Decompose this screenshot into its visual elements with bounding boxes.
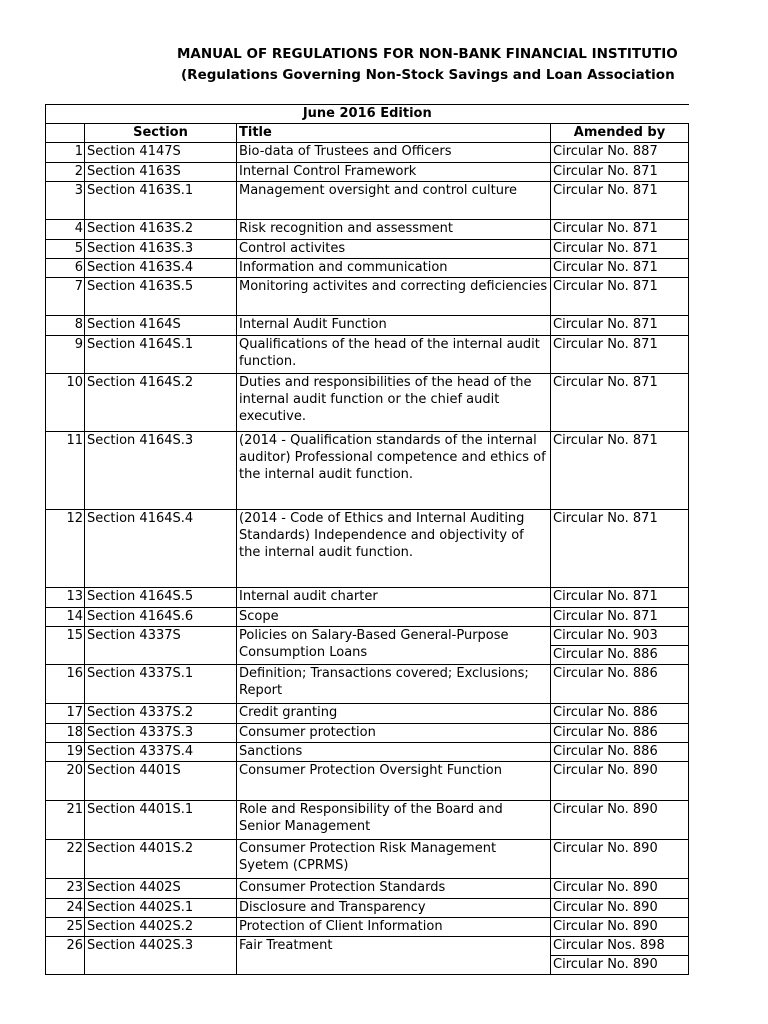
amended-by-cell: Circular No. 890 bbox=[551, 879, 689, 899]
title-cell: Fair Treatment bbox=[237, 937, 551, 975]
table-row bbox=[46, 937, 689, 956]
table-row bbox=[46, 432, 689, 510]
amended-by-cell: Circular No. 871 bbox=[551, 240, 689, 259]
title-cell: Role and Responsibility of the Board and Senior Management bbox=[237, 801, 551, 840]
amended-by-cell: Circular No. 886 bbox=[551, 646, 689, 665]
amended-by-cell: Circular No. 871 bbox=[551, 588, 689, 608]
section-cell: Section 4402S.1 bbox=[85, 899, 237, 918]
title-cell: Consumer Protection Risk Management Syetem (CPRMS) bbox=[237, 840, 551, 879]
section-cell: Section 4147S bbox=[85, 143, 237, 163]
section-cell: Section 4164S.1 bbox=[85, 336, 237, 374]
row-number: 6 bbox=[46, 259, 85, 278]
section-cell: Section 4402S bbox=[85, 879, 237, 899]
title-cell: Duties and responsibilities of the head of the internal audit function or the chief audit executive. bbox=[237, 374, 551, 432]
row-number: 15 bbox=[46, 627, 85, 665]
table-row bbox=[46, 510, 689, 588]
table-row bbox=[46, 259, 689, 278]
row-number: 26 bbox=[46, 937, 85, 975]
table-row bbox=[46, 743, 689, 762]
table-row bbox=[46, 374, 689, 432]
edition-label: June 2016 Edition bbox=[46, 105, 689, 124]
section-cell: Section 4401S.2 bbox=[85, 840, 237, 879]
amended-by-cell: Circular No. 871 bbox=[551, 278, 689, 316]
section-cell: Section 4164S.6 bbox=[85, 608, 237, 627]
title-line-1: MANUAL OF REGULATIONS FOR NON-BANK FINANCIAL INSTITUTIO bbox=[177, 46, 678, 62]
row-number: 21 bbox=[46, 801, 85, 840]
header-row bbox=[46, 124, 689, 143]
amended-by-cell: Circular No. 890 bbox=[551, 762, 689, 801]
section-cell: Section 4163S.2 bbox=[85, 220, 237, 240]
table-row bbox=[46, 724, 689, 743]
amended-by-cell: Circular No. 886 bbox=[551, 704, 689, 724]
amended-by-cell: Circular No. 871 bbox=[551, 336, 689, 374]
section-cell: Section 4402S.3 bbox=[85, 937, 237, 975]
title-cell: (2014 - Code of Ethics and Internal Auditing Standards) Independence and objectivity of the internal audit function. bbox=[237, 510, 551, 588]
table-row bbox=[46, 588, 689, 608]
amended-by-cell: Circular No. 903 bbox=[551, 627, 689, 646]
table-row bbox=[46, 899, 689, 918]
title-cell: Monitoring activites and correcting deficiencies bbox=[237, 278, 551, 316]
row-number: 8 bbox=[46, 316, 85, 336]
row-number: 7 bbox=[46, 278, 85, 316]
title-cell: (2014 - Qualification standards of the internal auditor) Professional competence and ethics of the internal audit function. bbox=[237, 432, 551, 510]
amended-by-cell: Circular No. 871 bbox=[551, 510, 689, 588]
title-cell: Definition; Transactions covered; Exclusions; Report bbox=[237, 665, 551, 704]
table-row bbox=[46, 627, 689, 646]
table-row bbox=[46, 163, 689, 182]
table-row bbox=[46, 182, 689, 220]
section-cell: Section 4164S.2 bbox=[85, 374, 237, 432]
row-number: 18 bbox=[46, 724, 85, 743]
title-cell: Risk recognition and assessment bbox=[237, 220, 551, 240]
amended-by-cell: Circular No. 871 bbox=[551, 316, 689, 336]
row-number: 5 bbox=[46, 240, 85, 259]
title-cell: Information and communication bbox=[237, 259, 551, 278]
row-number: 11 bbox=[46, 432, 85, 510]
table-row bbox=[46, 918, 689, 937]
title-cell: Management oversight and control culture bbox=[237, 182, 551, 220]
title-cell: Consumer Protection Oversight Function bbox=[237, 762, 551, 801]
row-number: 10 bbox=[46, 374, 85, 432]
amended-by-cell: Circular No. 890 bbox=[551, 956, 689, 975]
title-cell: Credit granting bbox=[237, 704, 551, 724]
table-row bbox=[46, 840, 689, 879]
title-cell: Protection of Client Information bbox=[237, 918, 551, 937]
row-number: 22 bbox=[46, 840, 85, 879]
row-number: 12 bbox=[46, 510, 85, 588]
regulations-table bbox=[45, 104, 689, 975]
amended-by-cell: Circular No. 871 bbox=[551, 220, 689, 240]
section-cell: Section 4401S.1 bbox=[85, 801, 237, 840]
row-number: 25 bbox=[46, 918, 85, 937]
section-cell: Section 4337S.1 bbox=[85, 665, 237, 704]
table-row bbox=[46, 704, 689, 724]
amended-by-cell: Circular No. 890 bbox=[551, 899, 689, 918]
row-number: 17 bbox=[46, 704, 85, 724]
header-section: Section bbox=[85, 124, 237, 143]
title-cell: Consumer Protection Standards bbox=[237, 879, 551, 899]
title-cell: Sanctions bbox=[237, 743, 551, 762]
table-row bbox=[46, 336, 689, 374]
amended-by-cell: Circular No. 890 bbox=[551, 840, 689, 879]
table-row bbox=[46, 278, 689, 316]
row-number: 14 bbox=[46, 608, 85, 627]
amended-by-cell: Circular No. 890 bbox=[551, 801, 689, 840]
table-row bbox=[46, 220, 689, 240]
row-number: 24 bbox=[46, 899, 85, 918]
title-cell: Internal Audit Function bbox=[237, 316, 551, 336]
table-row bbox=[46, 143, 689, 163]
row-number: 4 bbox=[46, 220, 85, 240]
amended-by-cell: Circular No. 871 bbox=[551, 182, 689, 220]
section-cell: Section 4163S.4 bbox=[85, 259, 237, 278]
amended-by-cell: Circular No. 871 bbox=[551, 163, 689, 182]
title-cell: Policies on Salary-Based General-Purpose Consumption Loans bbox=[237, 627, 551, 665]
table-row bbox=[46, 665, 689, 704]
regulations-table-container bbox=[45, 104, 688, 975]
row-number: 19 bbox=[46, 743, 85, 762]
section-cell: Section 4164S.3 bbox=[85, 432, 237, 510]
section-cell: Section 4164S bbox=[85, 316, 237, 336]
amended-by-cell: Circular No. 890 bbox=[551, 918, 689, 937]
section-cell: Section 4337S.3 bbox=[85, 724, 237, 743]
title-cell: Consumer protection bbox=[237, 724, 551, 743]
section-cell: Section 4163S.1 bbox=[85, 182, 237, 220]
amended-by-cell: Circular No. 887 bbox=[551, 143, 689, 163]
section-cell: Section 4163S.5 bbox=[85, 278, 237, 316]
title-line-2: (Regulations Governing Non-Stock Savings and Loan Association bbox=[181, 67, 675, 83]
table-row bbox=[46, 608, 689, 627]
document-title bbox=[177, 44, 768, 86]
header-title: Title bbox=[237, 124, 551, 143]
title-cell: Internal Control Framework bbox=[237, 163, 551, 182]
title-cell: Qualifications of the head of the internal audit function. bbox=[237, 336, 551, 374]
row-number: 16 bbox=[46, 665, 85, 704]
section-cell: Section 4337S bbox=[85, 627, 237, 665]
edition-row bbox=[46, 105, 689, 124]
table-row bbox=[46, 762, 689, 801]
title-cell: Bio-data of Trustees and Officers bbox=[237, 143, 551, 163]
title-cell: Disclosure and Transparency bbox=[237, 899, 551, 918]
amended-by-cell: Circular No. 871 bbox=[551, 259, 689, 278]
section-cell: Section 4164S.4 bbox=[85, 510, 237, 588]
section-cell: Section 4337S.2 bbox=[85, 704, 237, 724]
table-row bbox=[46, 240, 689, 259]
amended-by-cell: Circular No. 886 bbox=[551, 665, 689, 704]
row-number: 1 bbox=[46, 143, 85, 163]
row-number: 3 bbox=[46, 182, 85, 220]
row-number: 2 bbox=[46, 163, 85, 182]
amended-by-cell: Circular No. 886 bbox=[551, 743, 689, 762]
row-number: 9 bbox=[46, 336, 85, 374]
amended-by-cell: Circular Nos. 898 bbox=[551, 937, 689, 956]
amended-by-cell: Circular No. 871 bbox=[551, 374, 689, 432]
amended-by-cell: Circular No. 871 bbox=[551, 608, 689, 627]
row-number: 23 bbox=[46, 879, 85, 899]
header-amended-by: Amended by bbox=[551, 124, 689, 143]
table-row bbox=[46, 316, 689, 336]
header-number bbox=[46, 124, 85, 143]
amended-by-cell: Circular No. 871 bbox=[551, 432, 689, 510]
row-number: 13 bbox=[46, 588, 85, 608]
section-cell: Section 4163S.3 bbox=[85, 240, 237, 259]
section-cell: Section 4164S.5 bbox=[85, 588, 237, 608]
table-row bbox=[46, 801, 689, 840]
amended-by-cell: Circular No. 886 bbox=[551, 724, 689, 743]
row-number: 20 bbox=[46, 762, 85, 801]
title-cell: Scope bbox=[237, 608, 551, 627]
table-row bbox=[46, 879, 689, 899]
section-cell: Section 4402S.2 bbox=[85, 918, 237, 937]
section-cell: Section 4337S.4 bbox=[85, 743, 237, 762]
section-cell: Section 4401S bbox=[85, 762, 237, 801]
section-cell: Section 4163S bbox=[85, 163, 237, 182]
title-cell: Internal audit charter bbox=[237, 588, 551, 608]
title-cell: Control activites bbox=[237, 240, 551, 259]
